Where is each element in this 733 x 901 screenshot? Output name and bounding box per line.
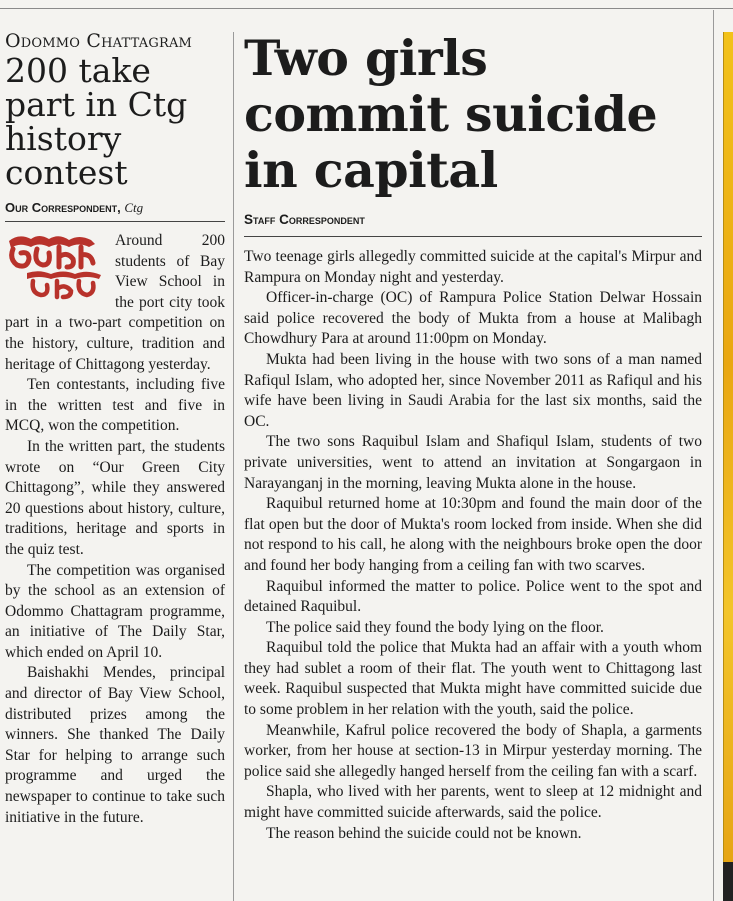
left-story-rule xyxy=(5,221,225,222)
main-story xyxy=(244,30,702,844)
main-paragraph: The two sons Raquibul Islam and Shafiqul Islam, students of two private universities, went to attend an invitation at Songargaon in Narayanganj in the morning, leaving Mukta alone in the house. xyxy=(244,433,702,492)
advertisement-strip xyxy=(723,32,733,862)
left-paragraph: Ten contestants, including five in the written test and five in MCQ, won the competition. xyxy=(5,376,225,435)
top-rule xyxy=(0,8,733,9)
main-story-headline: Two girls commit suicide in capital xyxy=(244,29,658,199)
left-paragraph: In the written part, the students wrote on “Our Green City Chittagong”, while they answered 20 questions about history, culture, traditions, heritage and sports in the quiz test. xyxy=(5,437,225,558)
left-story-body xyxy=(5,231,225,828)
left-paragraph: Around 200 students of Bay View School in the port city took part in a two-part competition on the history, culture, tradition and heritage of Chittagong yesterday. xyxy=(5,232,225,373)
main-paragraph: Shapla, who lived with her parents, went to sleep at 12 midnight and might have committed suicide afterwards, said the police. xyxy=(244,783,702,822)
main-story-byline: Staff Correspondent xyxy=(244,212,365,227)
main-paragraph: Raquibul told the police that Mukta had an affair with a youth whom they had sublet a room of their flat. The youth went to Chittagong last week. Raquibul suspected that Mukta might have committed suicide due to some problem in her relation with the youth, said the police. xyxy=(244,639,702,719)
main-paragraph: Raquibul returned home at 10:30pm and found the main door of the flat open but the door of Mukta's room locked from inside. When she did not respond to his call, he along with the neighbours broke open the door and found her body hanging from a ceiling fan with two scarves. xyxy=(244,495,702,574)
main-paragraph: The police said they found the body lying on the floor. xyxy=(266,618,604,636)
left-paragraph: Baishakhi Mendes, principal and director of Bay View School, distributed prizes among the winners. She thanked The Daily Star for helping to arrange such programme and urged the newspaper to continue to take such initiative in the future. xyxy=(5,664,225,826)
main-paragraph: The reason behind the suicide could not be known. xyxy=(266,824,582,842)
left-byline-location: Ctg xyxy=(124,200,144,215)
main-story-rule xyxy=(244,236,702,237)
main-paragraph: Raquibul informed the matter to police. Police went to the spot and detained Raquibul. xyxy=(244,577,702,616)
left-paragraph: The competition was organised by the school as an extension of Odommo Chattagram programme, an initiative of The Daily Star, which ended on April 10. xyxy=(5,561,225,661)
column-divider-right xyxy=(713,10,714,901)
odommo-chattagram-logo-icon xyxy=(5,231,107,301)
column-divider-left xyxy=(233,32,234,901)
left-story-byline xyxy=(5,200,225,216)
main-paragraph: Two teenage girls allegedly committed suicide at the capital's Mirpur and Rampura on Monday night and yesterday. xyxy=(244,248,702,286)
main-paragraph: Officer-in-charge (OC) of Rampura Police Station Delwar Hossain said police recovered the body of Mukta from a house at Malibagh Chowdhury Para at around 11:00pm on Monday. xyxy=(244,289,702,348)
advertisement-strip-bottom xyxy=(723,862,733,901)
left-story-headline: 200 take part in Ctg history contest xyxy=(5,51,188,192)
main-story-body xyxy=(244,247,702,844)
left-story xyxy=(5,30,225,828)
left-story-kicker: Odommo Chattagram xyxy=(5,30,193,52)
main-paragraph: Meanwhile, Kafrul police recovered the body of Shapla, a garments worker, from her house at section-13 in Mirpur yesterday morning. The police said she allegedly hanged herself from the ceiling fan with a scarf. xyxy=(244,721,702,780)
main-paragraph: Mukta had been living in the house with two sons of a man named Rafiqul Islam, who adopted her, since November 2011 as Rafiqul and his wife have been living in Saudi Arabia for the last six months, said the OC. xyxy=(244,350,702,430)
left-byline-text: Our Correspondent, xyxy=(5,200,121,215)
